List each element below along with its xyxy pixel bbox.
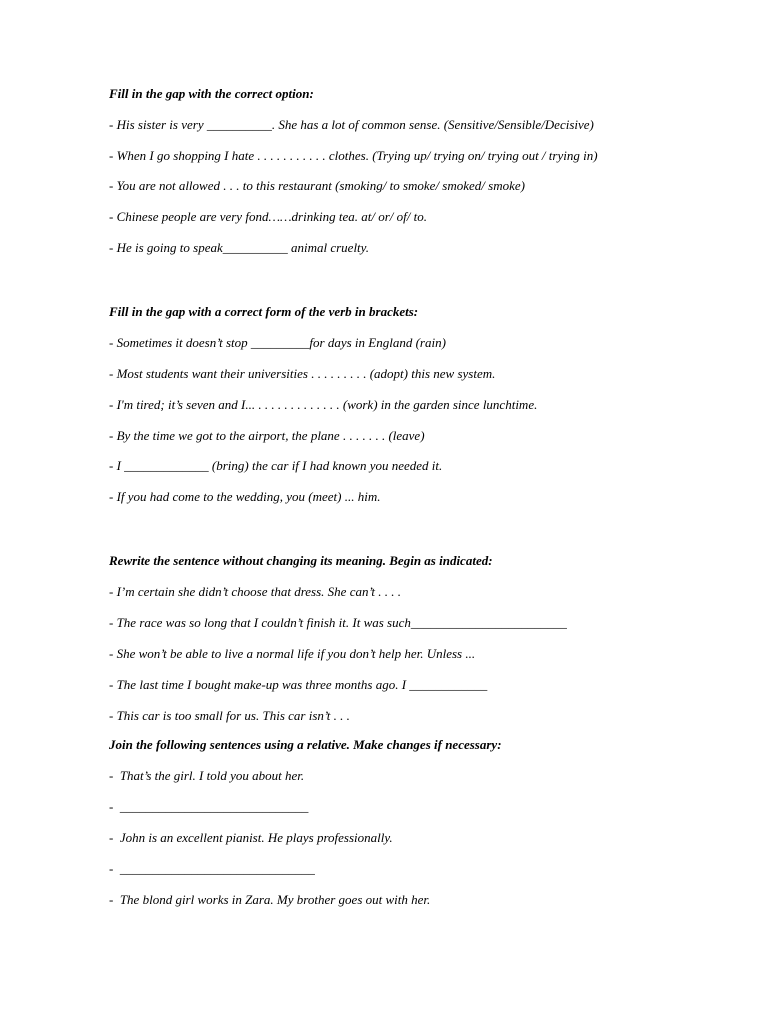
section-2-heading: Fill in the gap with a correct form of the verb in brackets:: [109, 304, 419, 319]
section-3-item-5: - This car is too small for us. This car isn’t . . .: [109, 708, 350, 723]
section-1-item-4: - Chinese people are very fond……drinking tea. at/ or/ of/ to.: [109, 209, 427, 224]
section-3-item-3: - She won’t be able to live a normal life if you don’t help her. Unless ...: [109, 646, 476, 661]
section-1-item-5: - He is going to speak__________ animal cruelty.: [109, 240, 369, 255]
section-4-item-2: - _____________________________: [109, 799, 309, 814]
section-4-item-3: - John is an excellent pianist. He plays professionally.: [109, 830, 393, 845]
section-4-heading: Join the following sentences using a relative. Make changes if necessary:: [109, 737, 502, 752]
section-2-item-4: - By the time we got to the airport, the plane . . . . . . . (leave): [109, 428, 425, 443]
section-1-item-2: - When I go shopping I hate . . . . . . . . . . . clothes. (Trying up/ trying on/ trying out / trying in): [109, 148, 598, 163]
section-3-item-1: - I’m certain she didn’t choose that dress. She can’t . . . .: [109, 584, 401, 599]
section-3-heading: Rewrite the sentence without changing its meaning. Begin as indicated:: [109, 553, 493, 568]
section-3-item-4: - The last time I bought make-up was three months ago. I ____________: [109, 677, 488, 692]
section-1-item-3: - You are not allowed . . . to this restaurant (smoking/ to smoke/ smoked/ smoke): [109, 178, 525, 193]
section-4-item-4: - ______________________________: [109, 861, 315, 876]
section-1-item-1: - His sister is very __________. She has a lot of common sense. (Sensitive/Sensible/Decisive): [109, 117, 594, 132]
section-3-item-2: - The race was so long that I couldn’t finish it. It was such________________________: [109, 615, 567, 630]
section-2-item-6: - If you had come to the wedding, you (meet) ... him.: [109, 489, 381, 504]
section-2-item-3: - I'm tired; it’s seven and I... . . . . . . . . . . . . . (work) in the garden since lunchtime.: [109, 397, 538, 412]
section-4-item-5: - The blond girl works in Zara. My brother goes out with her.: [109, 892, 431, 907]
section-2-item-2: - Most students want their universities . . . . . . . . . (adopt) this new system.: [109, 366, 496, 381]
section-2-item-1: - Sometimes it doesn’t stop _________for days in England (rain): [109, 335, 446, 350]
section-1-heading: Fill in the gap with the correct option:: [109, 86, 314, 101]
section-4-item-1: - That’s the girl. I told you about her.: [109, 768, 305, 783]
section-2-item-5: - I _____________ (bring) the car if I had known you needed it.: [109, 458, 443, 473]
